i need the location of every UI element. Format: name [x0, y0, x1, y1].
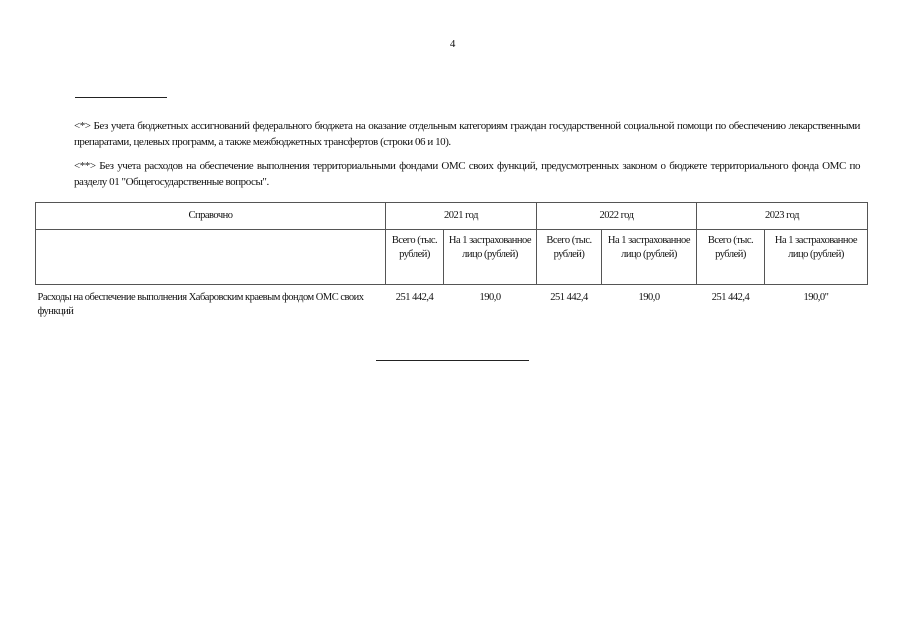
- reference-table: [35, 202, 868, 321]
- header-empty-cell: [36, 230, 386, 285]
- cell-per-person-2023: 190,0": [803, 292, 829, 303]
- page-number: 4: [449, 38, 456, 50]
- footnote-2: <**> Без учета расходов на обеспечение выполнения территориальными фондами ОМС своих функций, предусмотренных законом о бюджете территориального фонда ОМС по разделу 01 "Общегосударственные вопросы".: [74, 160, 860, 188]
- header-year-2021: 2021 год: [386, 203, 537, 230]
- cell-per-person-2021: 190,0: [479, 292, 501, 303]
- header-reference-label: Справочно: [36, 203, 386, 230]
- header-year-2023: 2023 год: [697, 203, 868, 230]
- table-header-row: [36, 203, 868, 230]
- subheader-total-2021: Всего (тыс. рублей): [386, 230, 444, 285]
- subheader-total-2023: Всего (тыс. рублей): [697, 230, 765, 285]
- subheader-per-person-2021: На 1 застрахованное лицо (рублей): [444, 230, 537, 285]
- end-separator: [376, 360, 529, 361]
- footnote-separator: [75, 97, 167, 98]
- subheader-total-2022: Всего (тыс. рублей): [537, 230, 602, 285]
- header-year-2022: 2022 год: [537, 203, 697, 230]
- subheader-per-person-2023: На 1 застрахованное лицо (рублей): [765, 230, 868, 285]
- table-subheader-row: [36, 230, 868, 285]
- cell-per-person-2022: 190,0: [638, 292, 660, 303]
- table-row: [36, 285, 868, 322]
- subheader-per-person-2022: На 1 застрахованное лицо (рублей): [602, 230, 697, 285]
- cell-total-2021: 251 442,4: [395, 292, 434, 303]
- row-label: Расходы на обеспечение выполнения Хабаровским краевым фондом ОМС своих функций: [37, 292, 364, 317]
- cell-total-2022: 251 442,4: [550, 292, 588, 303]
- footnote-1: <*> Без учета бюджетных ассигнований федерального бюджета на оказание отдельным категориям граждан государственной социальной помощи по обеспечению лекарственными препаратами, целевых программ, а также межбюджетных трансфертов (строки 06 и 10).: [74, 120, 860, 148]
- cell-total-2023: 251 442,4: [711, 292, 750, 303]
